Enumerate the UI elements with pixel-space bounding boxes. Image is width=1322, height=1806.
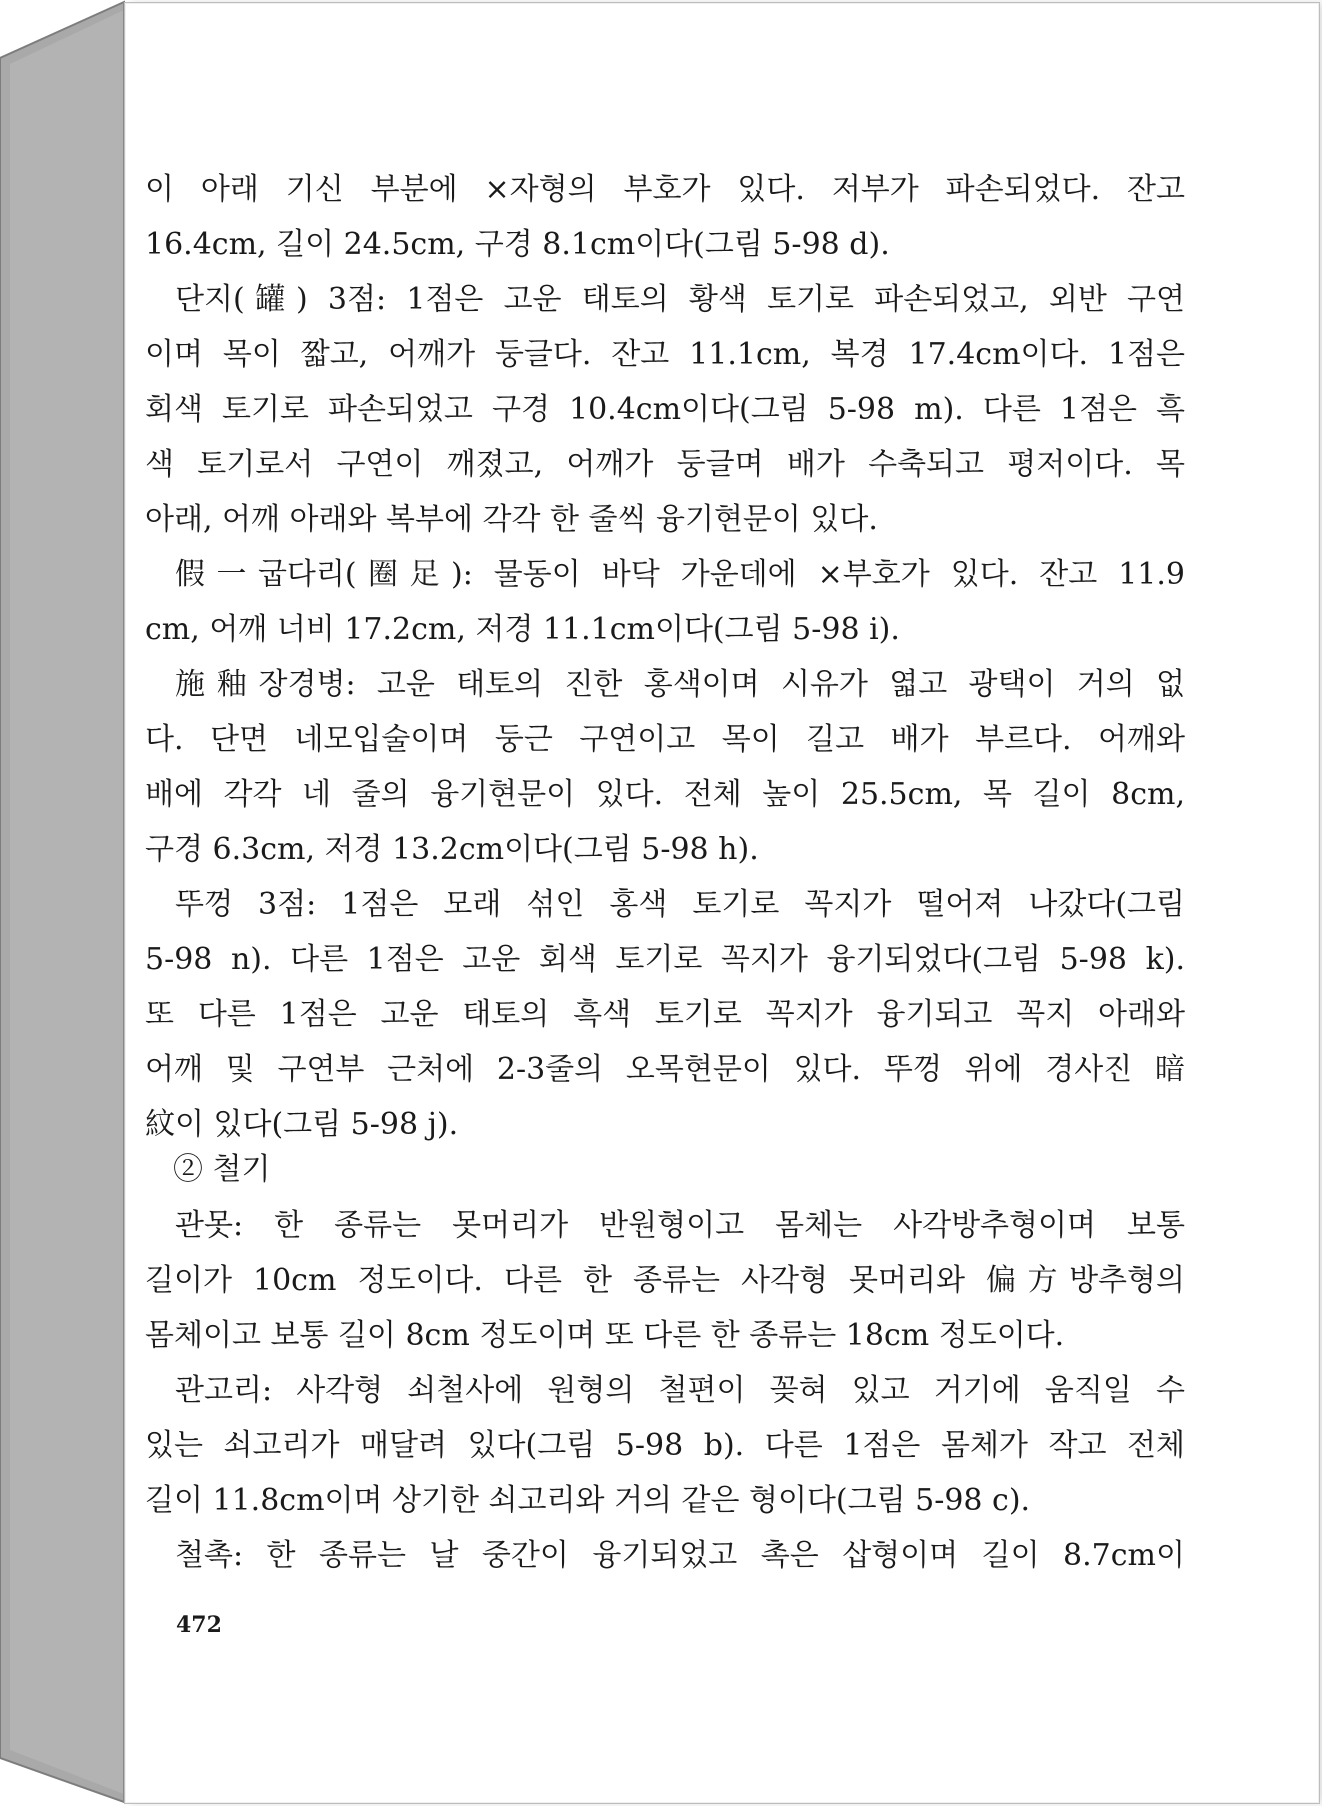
text-line: 철촉: 한 종류는 날 중간이 융기되었고 촉은 삽형이며 길이 8.7cm이 [175,1538,1185,1573]
text-line: 16.4cm, 길이 24.5cm, 구경 8.1cm이다(그림 5-98 d). [145,227,890,262]
page-number: 472 [176,1612,222,1638]
text-line: 어깨 및 구연부 근처에 2-3줄의 오목현문이 있다. 뚜껑 위에 경사진 暗 [145,1052,1185,1087]
body-text-section-2 [145,1198,1185,1583]
text-line: 紋이 있다(그림 5-98 j). [145,1107,459,1142]
text-line: 이며 목이 짧고, 어깨가 둥글다. 잔고 11.1cm, 복경 17.4cm이다. 1점은 [145,337,1185,372]
text-line: 다. 단면 네모입술이며 둥근 구연이고 목이 길고 배가 부르다. 어깨와 [145,722,1185,757]
text-line: cm, 어깨 너비 17.2cm, 저경 11.1cm이다(그림 5-98 i). [145,612,900,647]
text-line: 假一굽다리(圈足): 물동이 바닥 가운데에 ×부호가 있다. 잔고 11.9 [175,557,1185,592]
text-line: 이 아래 기신 부분에 ×자형의 부호가 있다. 저부가 파손되었다. 잔고 [145,172,1185,207]
text-line: 관못: 한 종류는 못머리가 반원형이고 몸체는 사각방추형이며 보통 [175,1208,1185,1243]
body-text-section-1 [145,162,1185,1152]
text-line: 길이 11.8cm이며 상기한 쇠고리와 거의 같은 형이다(그림 5-98 c). [145,1483,1031,1518]
text-line: 관고리: 사각형 쇠철사에 원형의 철편이 꽂혀 있고 거기에 움직일 수 [175,1373,1185,1408]
text-line: 또 다른 1점은 고운 태토의 흑색 토기로 꼭지가 융기되고 꼭지 아래와 [145,997,1185,1032]
text-line: 단지(罐) 3점: 1점은 고운 태토의 황색 토기로 파손되었고, 외반 구연 [175,282,1185,317]
text-line: 施釉장경병: 고운 태토의 진한 홍색이며 시유가 엷고 광택이 거의 없 [175,667,1185,702]
text-line: 5-98 n). 다른 1점은 고운 회색 토기로 꼭지가 융기되었다(그림 5-98 k). [145,942,1185,977]
text-line: 구경 6.3cm, 저경 13.2cm이다(그림 5-98 h). [145,832,759,867]
text-line: 색 토기로서 구연이 깨졌고, 어깨가 둥글며 배가 수축되고 평저이다. 목 [145,447,1185,482]
text-line: 뚜껑 3점: 1점은 모래 섞인 홍색 토기로 꼭지가 떨어져 나갔다(그림 [175,887,1185,922]
text-line: 배에 각각 네 줄의 융기현문이 있다. 전체 높이 25.5cm, 목 길이 8cm, [145,777,1185,812]
text-line: 아래, 어깨 아래와 복부에 각각 한 줄씩 융기현문이 있다. [145,502,878,537]
text-line: 회색 토기로 파손되었고 구경 10.4cm이다(그림 5-98 m). 다른 1점은 흑 [145,392,1185,427]
text-line: 있는 쇠고리가 매달려 있다(그림 5-98 b). 다른 1점은 몸체가 작고 전체 [145,1428,1185,1463]
text-line: 길이가 10cm 정도이다. 다른 한 종류는 사각형 못머리와 偏方방추형의 [145,1263,1185,1298]
text-line: 몸체이고 보통 길이 8cm 정도이며 또 다른 한 종류는 18cm 정도이다. [145,1318,1065,1353]
section-heading-iron-artifacts: ② 철기 [173,1152,271,1187]
